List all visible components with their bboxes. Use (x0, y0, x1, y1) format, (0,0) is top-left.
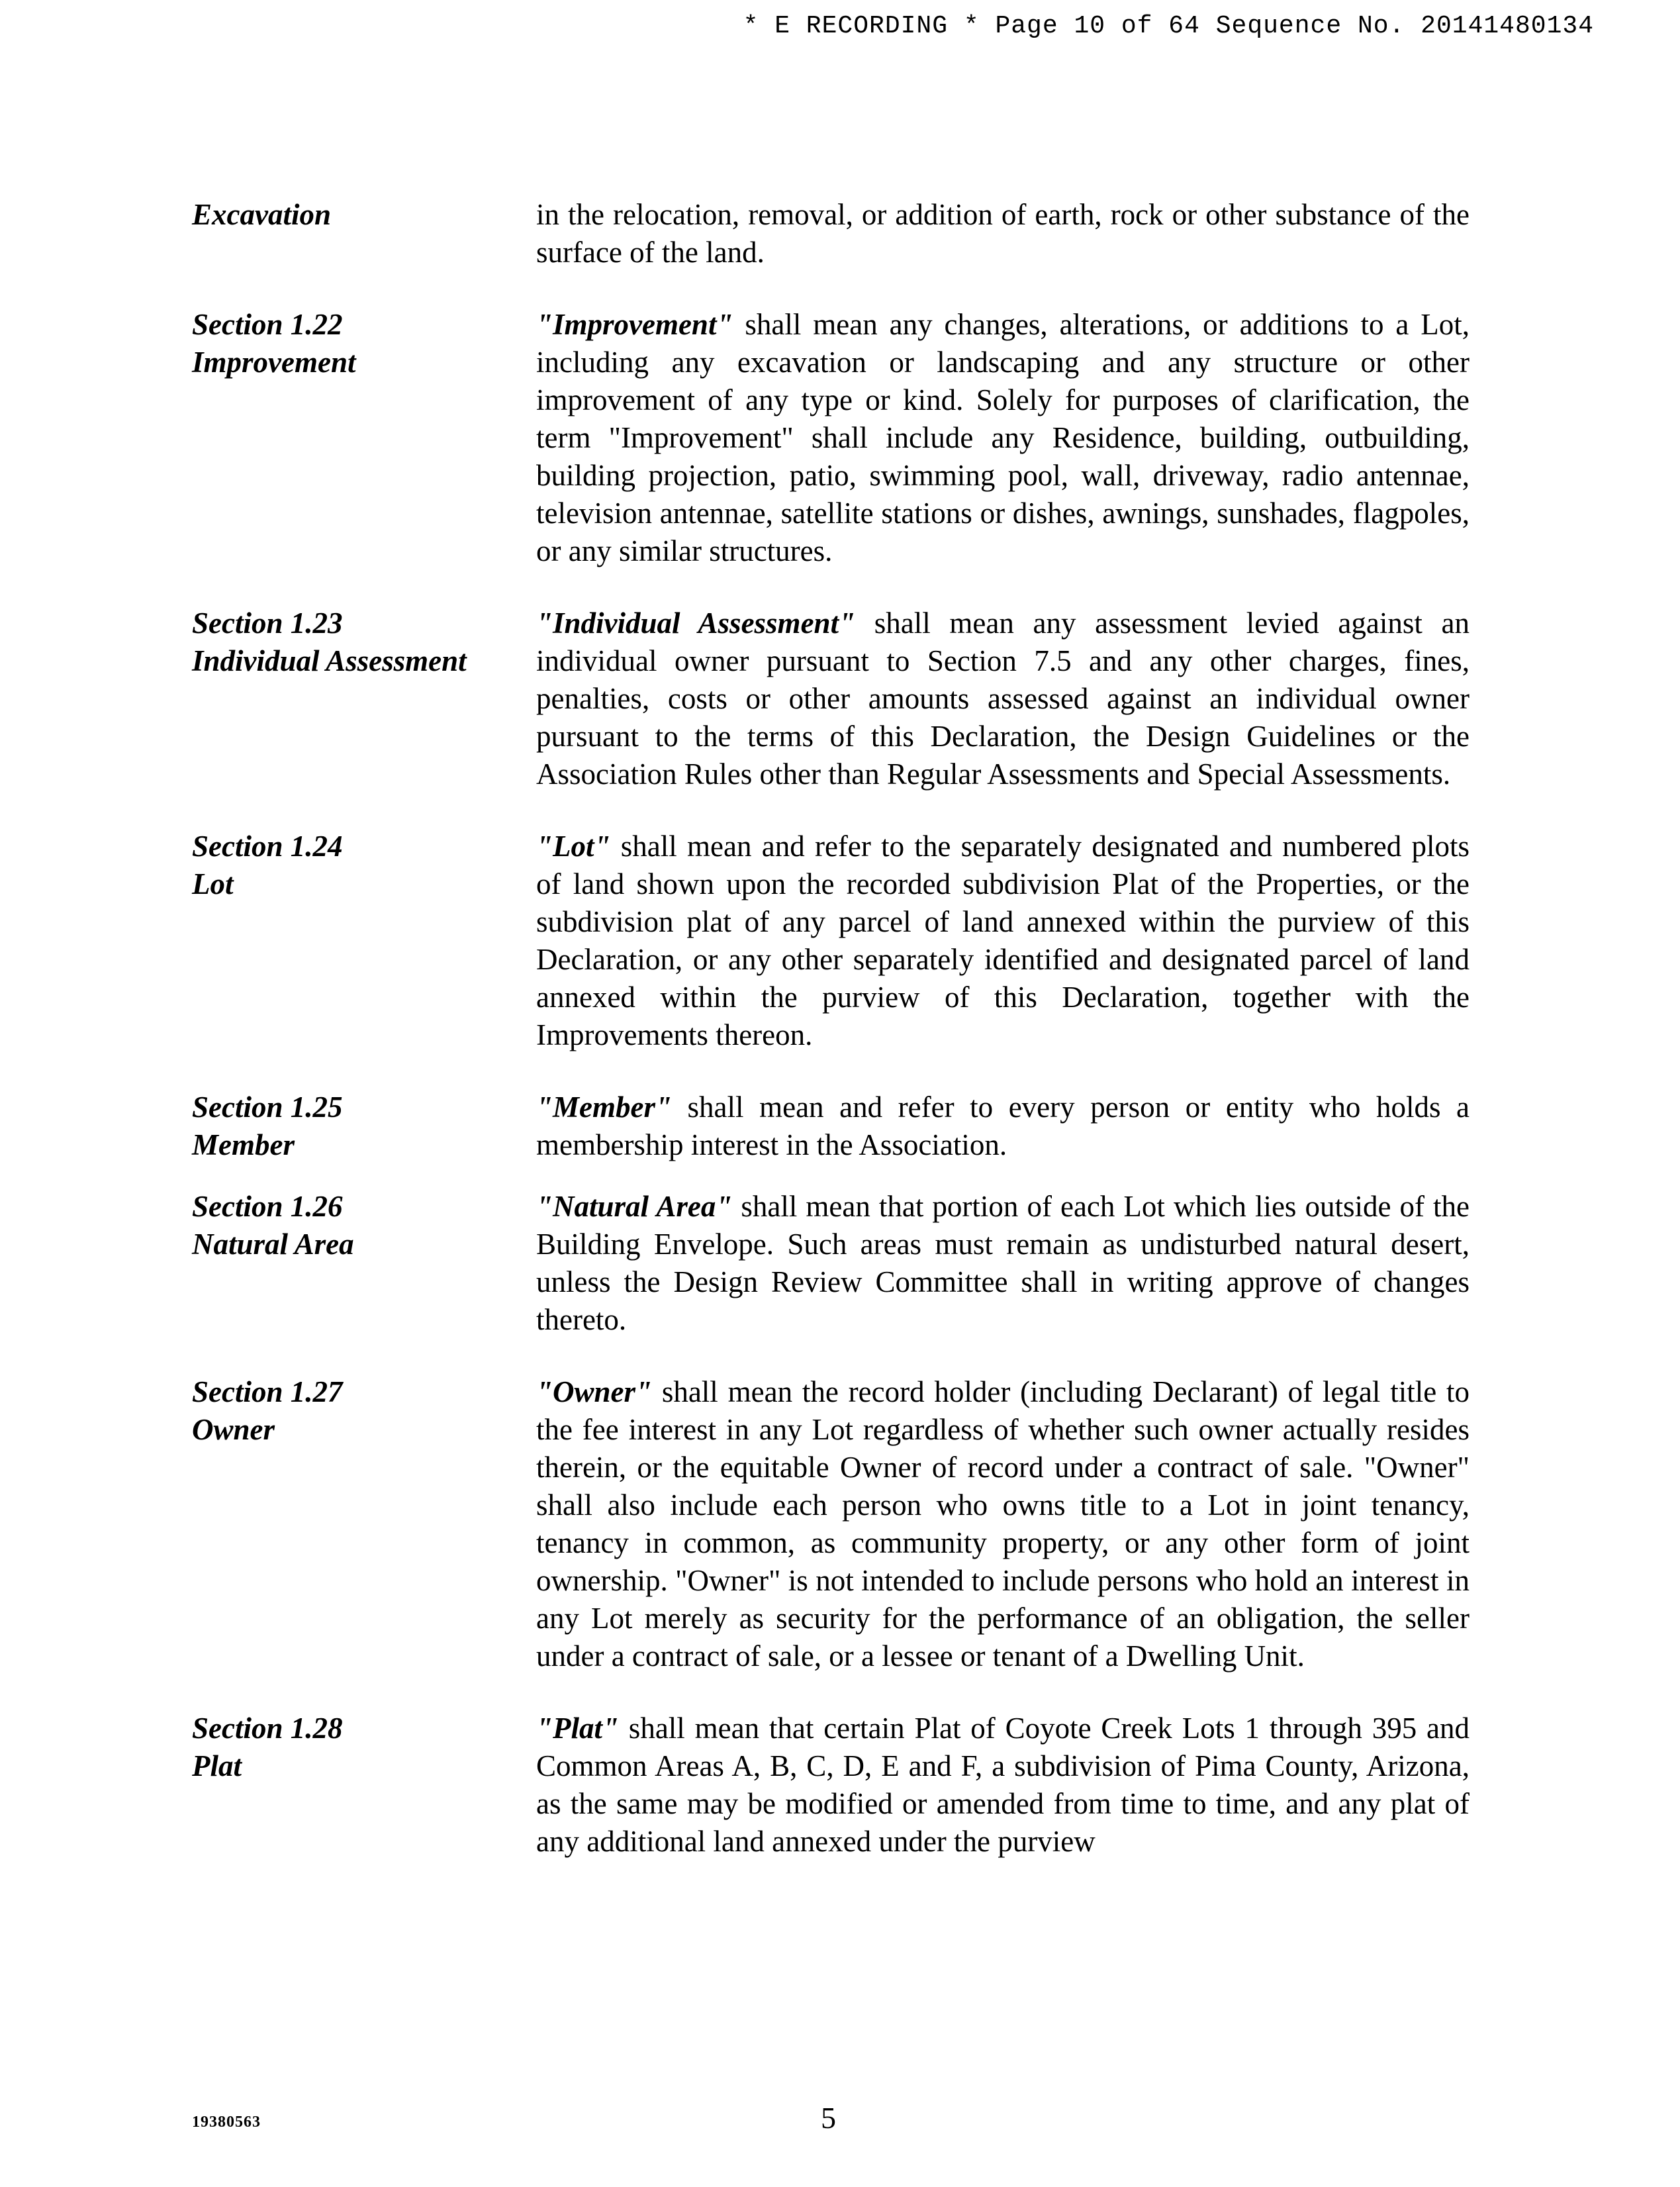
defined-term: "Improvement" (536, 308, 733, 341)
section-text (536, 306, 1470, 570)
defined-term: "Owner" (536, 1375, 652, 1408)
document-body (192, 196, 1470, 1861)
definition-text: shall mean the record holder (including Declarant) of legal title to the fee interest in any Lot regardless of whether such owner actually resides therein, or the equitable Owner of record under a contract of sale. "Owner" shall also include each person who owns title to a Lot in joint tenancy, tenancy in common, as community property, or any other form of joint ownership. "Owner" is not intended to include persons who hold an interest in any Lot merely as security for the performance of an obligation, the seller under a contract of sale, or a lessee or tenant of a Dwelling Unit. (536, 1375, 1470, 1673)
section-text (536, 196, 1470, 271)
defined-term: "Lot" (536, 830, 611, 863)
section-title: Individual Assessment (192, 644, 467, 677)
section-text (536, 828, 1470, 1054)
section-number: Section 1.24 (192, 830, 343, 863)
definition-text: shall mean and refer to the separately designated and numbered plots of land shown upon the recorded subdivision Plat of the Properties, or the subdivision plat of any parcel of land annexed within the purview of this Declaration, or any other separately identified and designated parcel of land annexed within the purview of this Declaration, together with the Improvements thereon. (536, 830, 1470, 1051)
section-title: Improvement (192, 346, 356, 379)
definition-text: shall mean any changes, alterations, or additions to a Lot, including any excavation or landscaping and any structure or other improvement of any type or kind. Solely for purposes of clarification, the term "Improvement" shall include any Residence, building, outbuilding, building projection, patio, swimming pool, wall, driveway, radio antennae, television antennae, satellite stations or dishes, awnings, sunshades, flagpoles, or any similar structures. (536, 308, 1470, 567)
section-label (192, 1710, 536, 1785)
definition-text: in the relocation, removal, or addition of earth, rock or other substance of the surface of the land. (536, 198, 1470, 269)
section-label (192, 196, 536, 234)
section-text (536, 1188, 1470, 1339)
defined-term: "Natural Area" (536, 1190, 733, 1223)
section-text (536, 1373, 1470, 1675)
section-label (192, 1089, 536, 1164)
section-title: Natural Area (192, 1228, 354, 1261)
section-text (536, 1710, 1470, 1861)
section-title: Member (192, 1128, 295, 1161)
section-text (536, 1089, 1470, 1164)
definition-text: shall mean and refer to every person or entity who holds a membership interest in the Association. (536, 1091, 1470, 1161)
section-number: Section 1.27 (192, 1375, 343, 1408)
section-1-27 (192, 1373, 1470, 1675)
section-label (192, 605, 536, 680)
definition-text: shall mean that certain Plat of Coyote Creek Lots 1 through 395 and Common Areas A, B, C, D, E and F, a subdivision of Pima County, Arizona, as the same may be modified or amended from time to time, and any plat of any additional land annexed under the purview (536, 1712, 1470, 1858)
section-1-22 (192, 306, 1470, 570)
defined-term: "Plat" (536, 1712, 619, 1745)
section-label (192, 1373, 536, 1449)
section-number: Section 1.25 (192, 1091, 343, 1124)
document-code: 19380563 (192, 2114, 261, 2131)
section-1-23 (192, 605, 1470, 793)
defined-term: "Individual Assessment" (536, 607, 856, 640)
section-1-24 (192, 828, 1470, 1054)
section-title: Plat (192, 1749, 242, 1782)
section-excavation (192, 196, 1470, 271)
section-label (192, 306, 536, 381)
section-number: Section 1.23 (192, 607, 343, 640)
section-number: Section 1.26 (192, 1190, 343, 1223)
definition-text: shall mean any assessment levied against an individual owner pursuant to Section 7.5 and any other charges, fines, penalties, costs or other amounts assessed against an individual owner pursuant to the terms of this Declaration, the Design Guidelines or the Association Rules other than Regular Assessments and Special Assessments. (536, 607, 1470, 791)
section-number: Section 1.22 (192, 308, 343, 341)
section-1-28 (192, 1710, 1470, 1861)
section-number: Section 1.28 (192, 1712, 343, 1745)
page-number: 5 (821, 2101, 836, 2135)
section-label (192, 828, 536, 903)
recording-header: * E RECORDING * Page 10 of 64 Sequence No. 20141480134 (743, 12, 1594, 40)
section-title: Owner (192, 1413, 275, 1446)
section-text (536, 605, 1470, 793)
defined-term: "Member" (536, 1091, 672, 1124)
section-1-25 (192, 1089, 1470, 1164)
section-label (192, 1188, 536, 1263)
definition-text: shall mean that portion of each Lot which lies outside of the Building Envelope. Such areas must remain as undisturbed natural desert, unless the Design Review Committee shall in writing approve of changes thereto. (536, 1190, 1470, 1336)
section-1-26 (192, 1188, 1470, 1339)
section-title: Lot (192, 867, 234, 900)
section-title: Excavation (192, 198, 331, 231)
